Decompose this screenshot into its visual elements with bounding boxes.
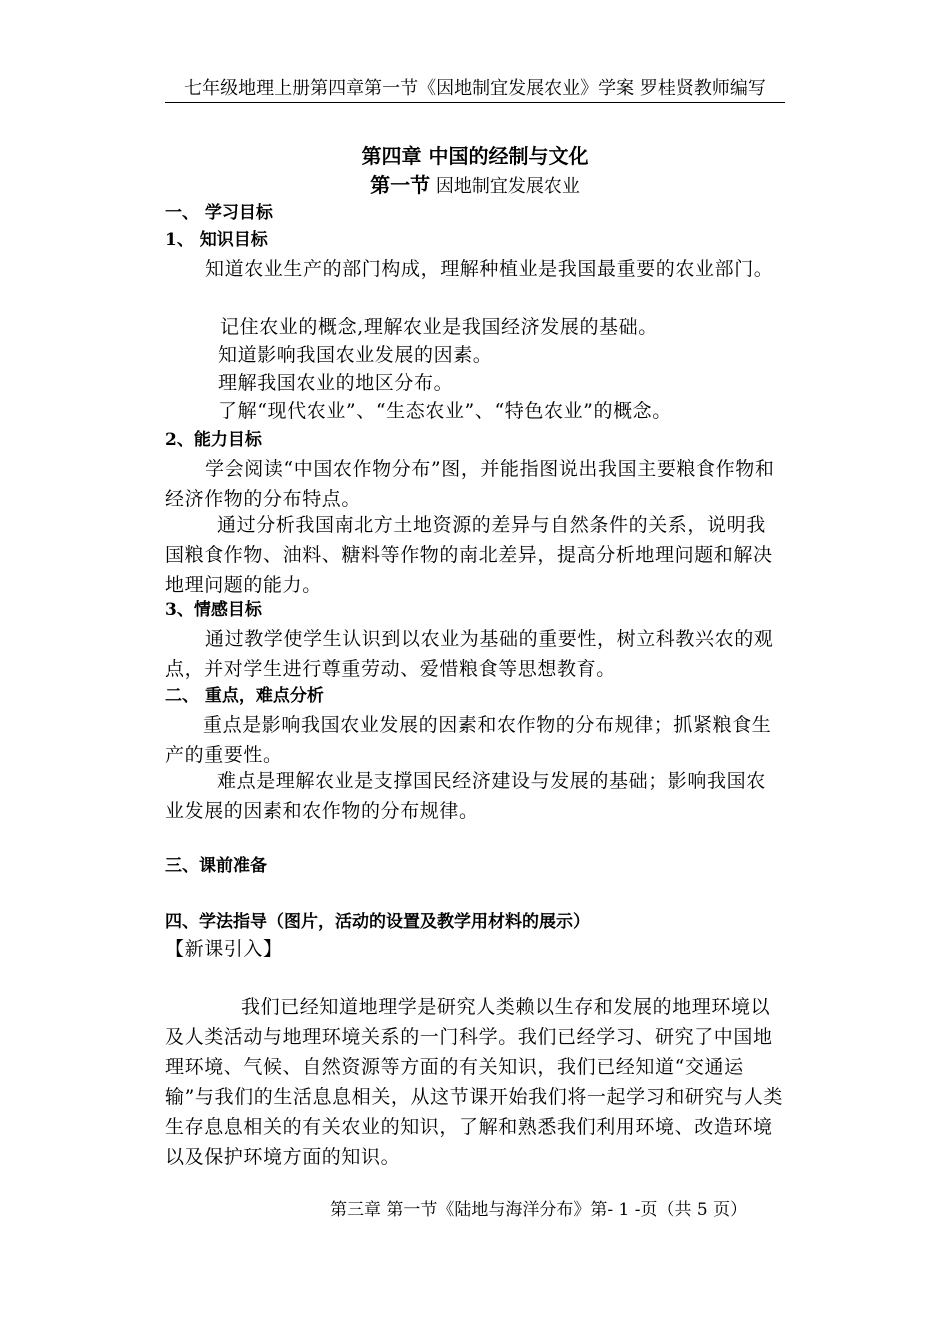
heading-knowledge-goals: 1、 知识目标 [165,230,268,250]
heading-key-difficult-points: 二、 重点，难点分析 [165,686,324,706]
paragraph-emotion-1: 通过教学使学生认识到以农业为基础的重要性，树立科教兴农的观点，并对学生进行尊重劳动、爱惜粮食等思想教育。 [165,628,774,680]
paragraph-knowledge-4: 理解我国农业的地区分布。 [218,372,454,394]
page-footer: 第三章 第一节《陆地与海洋分布》第- 1 -页（共 5 页） [330,1200,748,1220]
page-header: 七年级地理上册第四章第一节《因地制宜发展农业》学案 罗桂贤教师编写 [165,76,785,103]
paragraph-knowledge-3: 知道影响我国农业发展的因素。 [218,344,493,366]
paragraph-knowledge-1: 知道农业生产的部门构成，理解种植业是我国最重要的农业部门。 [205,258,774,280]
heading-preparation: 三、课前准备 [165,856,267,876]
heading-study-guidance: 四、学法指导（图片，活动的设置及教学用材料的展示） [165,912,590,932]
paragraph-intro: 我们已经知道地理学是研究人类赖以生存和发展的地理环境以及人类活动与地理环境关系的一门科学。我们已经学习、研究了中国地理环境、气候、自然资源等方面的有关知识，我们已经知道“交通运输”与我们的生活息息相关，从这节课开始我们将一起学习和研究与人类生存息息相关的有关农业的知识，了解和熟悉我们利用环境、改造环境以及保护环境方面的知识。 [165,996,783,1168]
paragraph-ability-2: 通过分析我国南北方土地资源的差异与自然条件的关系，说明我国粮食作物、油料、糖料等作物的南北差异，提高分析地理问题和解决地理问题的能力。 [165,514,773,596]
section-name: 因地制宜发展农业 [430,176,580,197]
paragraph-difficult-points: 难点是理解农业是支撑国民经济建设与发展的基础；影响我国农业发展的因素和农作物的分布规律。 [165,770,766,822]
section-title [165,171,785,201]
paragraph-ability-1: 学会阅读“中国农作物分布”图，并能指图说出我国主要粮食作物和经济作物的分布特点。 [165,458,775,510]
chapter-title: 第四章 中国的经制与文化 [361,144,589,168]
heading-learning-goals: 一、 学习目标 [165,203,273,223]
paragraph-knowledge-2: 记住农业的概念,理解农业是我国经济发展的基础。 [220,316,658,338]
heading-ability-goals: 2、能力目标 [165,430,262,450]
heading-emotion-goals: 3、情感目标 [165,600,262,620]
section-label: 第一节 [370,173,431,197]
intro-label: 【新课引入】 [165,938,283,960]
paragraph-key-points: 重点是影响我国农业发展的因素和农作物的分布规律；抓紧粮食生产的重要性。 [165,714,772,766]
paragraph-knowledge-5: 了解“现代农业”、“生态农业”、“特色农业”的概念。 [218,400,672,422]
